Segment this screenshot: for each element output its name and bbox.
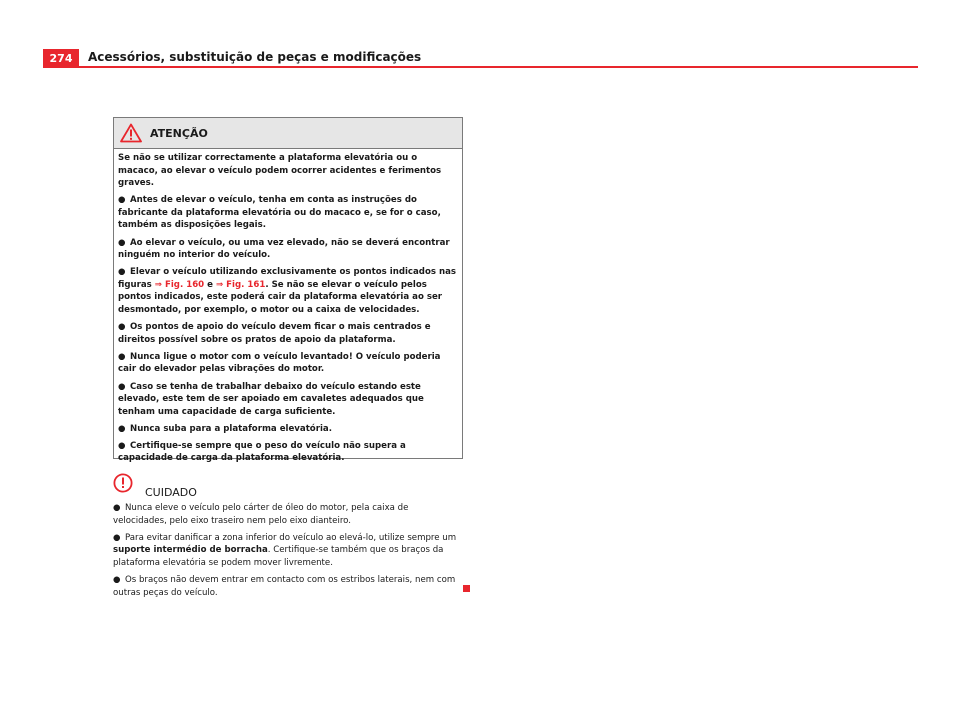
warning-body	[114, 149, 462, 465]
section-end-marker	[463, 585, 470, 592]
warning-title: ATENÇÃO	[150, 126, 208, 140]
bullet-icon: ●	[113, 532, 121, 543]
caution-bullet: ● Para evitar danificar a zona inferior do veículo ao elevá-lo, utilize sempre um suporte intermédio de borracha. Certifique-se também que os braços da plataforma elevatória se podem mover livremente.	[113, 532, 457, 568]
caution-bullet: ● Os braços não devem entrar em contacto com os estribos laterais, nem com outras peças do veículo.	[113, 574, 456, 598]
warning-header	[114, 118, 462, 149]
warning-bullet: ● Os pontos de apoio do veículo devem ficar o mais centrados e direitos possível sobre os pratos de apoio da plataforma.	[118, 322, 431, 345]
bullet-icon: ●	[118, 381, 126, 392]
warning-box	[113, 117, 463, 464]
page-number-badge	[43, 49, 79, 67]
bullet-icon: ●	[118, 237, 126, 248]
bullet-icon: ●	[118, 440, 126, 451]
header-divider	[43, 66, 918, 68]
figure-link-160[interactable]: ⇒ Fig. 160	[154, 279, 205, 290]
bullet-icon: ●	[113, 574, 121, 585]
caution-header	[113, 471, 463, 499]
bullet-icon: ●	[118, 195, 126, 206]
emphasis-text: suporte intermédio de borracha	[113, 545, 268, 556]
figure-link-161[interactable]: ⇒ Fig. 161	[215, 279, 266, 290]
warning-bullet: ● Ao elevar o veículo, ou uma vez elevado, não se deverá encontrar ninguém no interior do veículo.	[118, 237, 450, 261]
warning-triangle-icon	[120, 123, 142, 143]
bullet-icon: ●	[118, 322, 126, 333]
caution-body	[113, 502, 463, 599]
caution-box	[113, 471, 463, 604]
warning-bullet: ● Nunca suba para a plataforma elevatória.	[118, 423, 332, 434]
caution-exclamation-icon	[113, 473, 133, 493]
bullet-icon: ●	[118, 423, 126, 434]
warning-bullet: ● Caso se tenha de trabalhar debaixo do veículo estando este elevado, este tem de ser apoiado em cavaletes adequados que tenham uma capacidade de carga suficiente.	[118, 381, 424, 417]
warning-bullet: ● Nunca ligue o motor com o veículo levantado! O veículo poderia cair do elevador pelas vibrações do motor.	[118, 351, 441, 375]
caution-title: CUIDADO	[145, 486, 197, 499]
caution-bullet: ● Nunca eleve o veículo pelo cárter de óleo do motor, pela caixa de velocidades, pelo eixo traseiro nem pelo eixo dianteiro.	[113, 503, 409, 526]
warning-bullet: ● Antes de elevar o veículo, tenha em conta as instruções do fabricante da plataforma elevatória ou do macaco e, se for o caso, também as disposições legais.	[118, 195, 441, 231]
bullet-icon: ●	[113, 503, 121, 513]
bullet-icon: ●	[118, 267, 126, 278]
warning-bullet: ● Elevar o veículo utilizando exclusivamente os pontos indicados nas figuras ⇒ Fig. 160 e ⇒ Fig. 161. Se não se elevar o veículo pelos pontos indicados, este poderá cair da plataforma elevatória ao ser desmontado, por exemplo, o motor ou a caixa de velocidades.	[118, 267, 457, 316]
page-header-title: Acessórios, substituição de peças e modificações	[88, 50, 422, 64]
page-number: 274	[49, 51, 73, 65]
warning-intro: Se não se utilizar correctamente a plataforma elevatória ou o macaco, ao elevar o veículo podem ocorrer acidentes e ferimentos graves.	[118, 153, 442, 189]
warning-bullet: ● Certifique-se sempre que o peso do veículo não supera a capacidade de carga da plataforma elevatória.	[118, 440, 406, 464]
bullet-icon: ●	[118, 351, 126, 362]
